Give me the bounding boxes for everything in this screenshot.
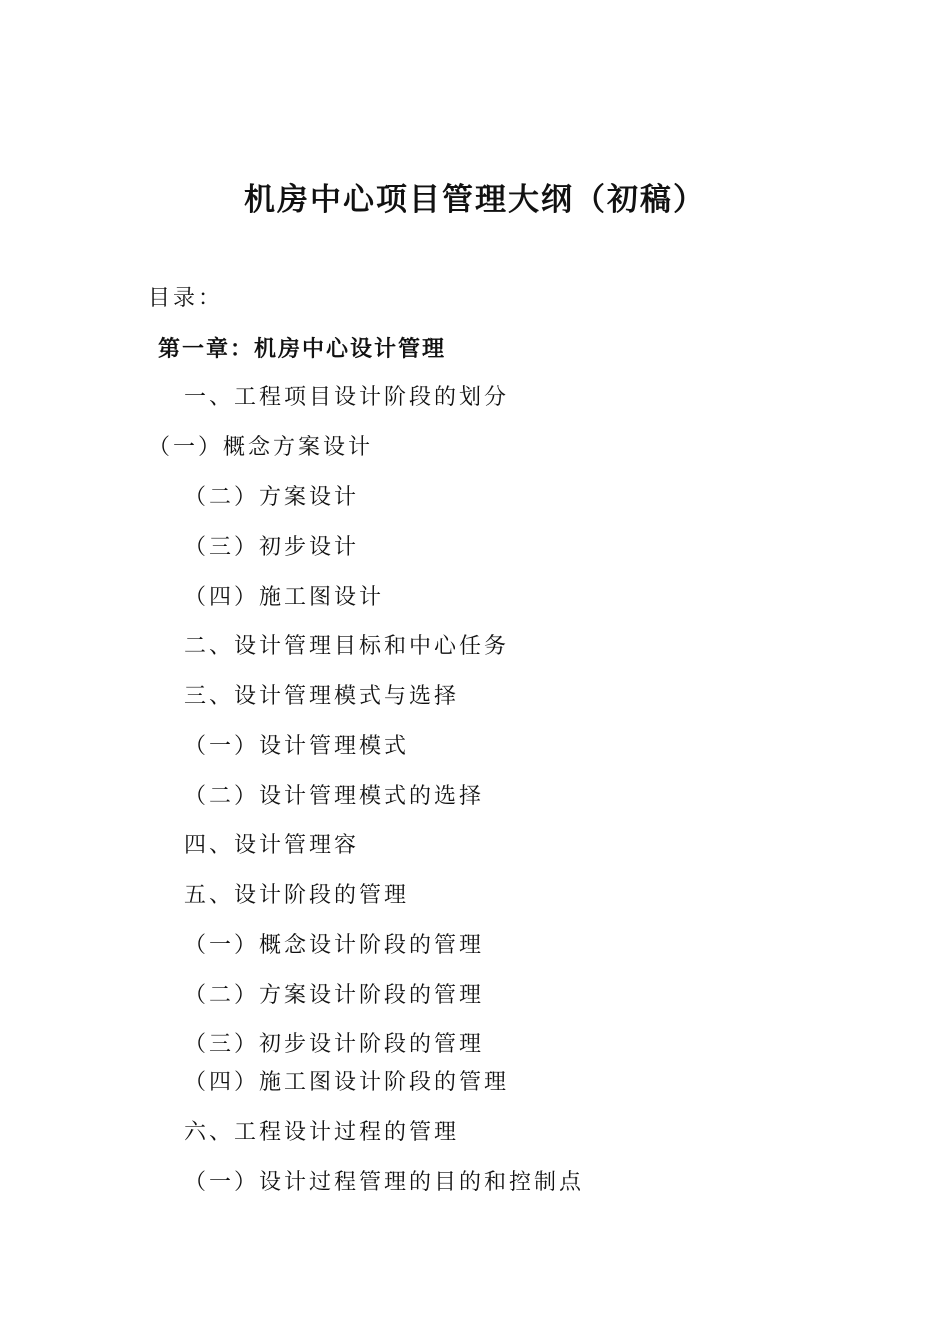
toc-item: （二）方案设计: [184, 485, 360, 510]
toc-item: （四）施工图设计阶段的管理: [184, 1070, 510, 1095]
toc-item: （三）初步设计: [184, 535, 360, 560]
toc-item: 四、设计管理容: [184, 833, 360, 858]
toc-item: （一）设计过程管理的目的和控制点: [184, 1170, 585, 1195]
toc-chapter-1: 第一章：机房中心设计管理: [158, 336, 447, 362]
toc-item: 五、设计阶段的管理: [184, 883, 410, 908]
toc-item: 二、设计管理目标和中心任务: [184, 634, 510, 659]
toc-item: 一、工程项目设计阶段的划分: [184, 385, 510, 410]
toc-item: （一）设计管理模式: [184, 734, 410, 759]
toc-item: （二）方案设计阶段的管理: [184, 983, 485, 1008]
toc-item: 六、工程设计过程的管理: [184, 1120, 460, 1145]
toc-item: （二）设计管理模式的选择: [184, 784, 485, 809]
toc-item: （三）初步设计阶段的管理: [184, 1032, 485, 1057]
toc-item: 三、设计管理模式与选择: [184, 684, 460, 709]
toc-label: 目录：: [148, 286, 224, 311]
toc-item: （一）概念方案设计: [148, 435, 374, 460]
document-title: 机房中心项目管理大纲（初稿）: [244, 182, 706, 218]
toc-item: （一）概念设计阶段的管理: [184, 933, 485, 958]
toc-item: （四）施工图设计: [184, 585, 385, 610]
